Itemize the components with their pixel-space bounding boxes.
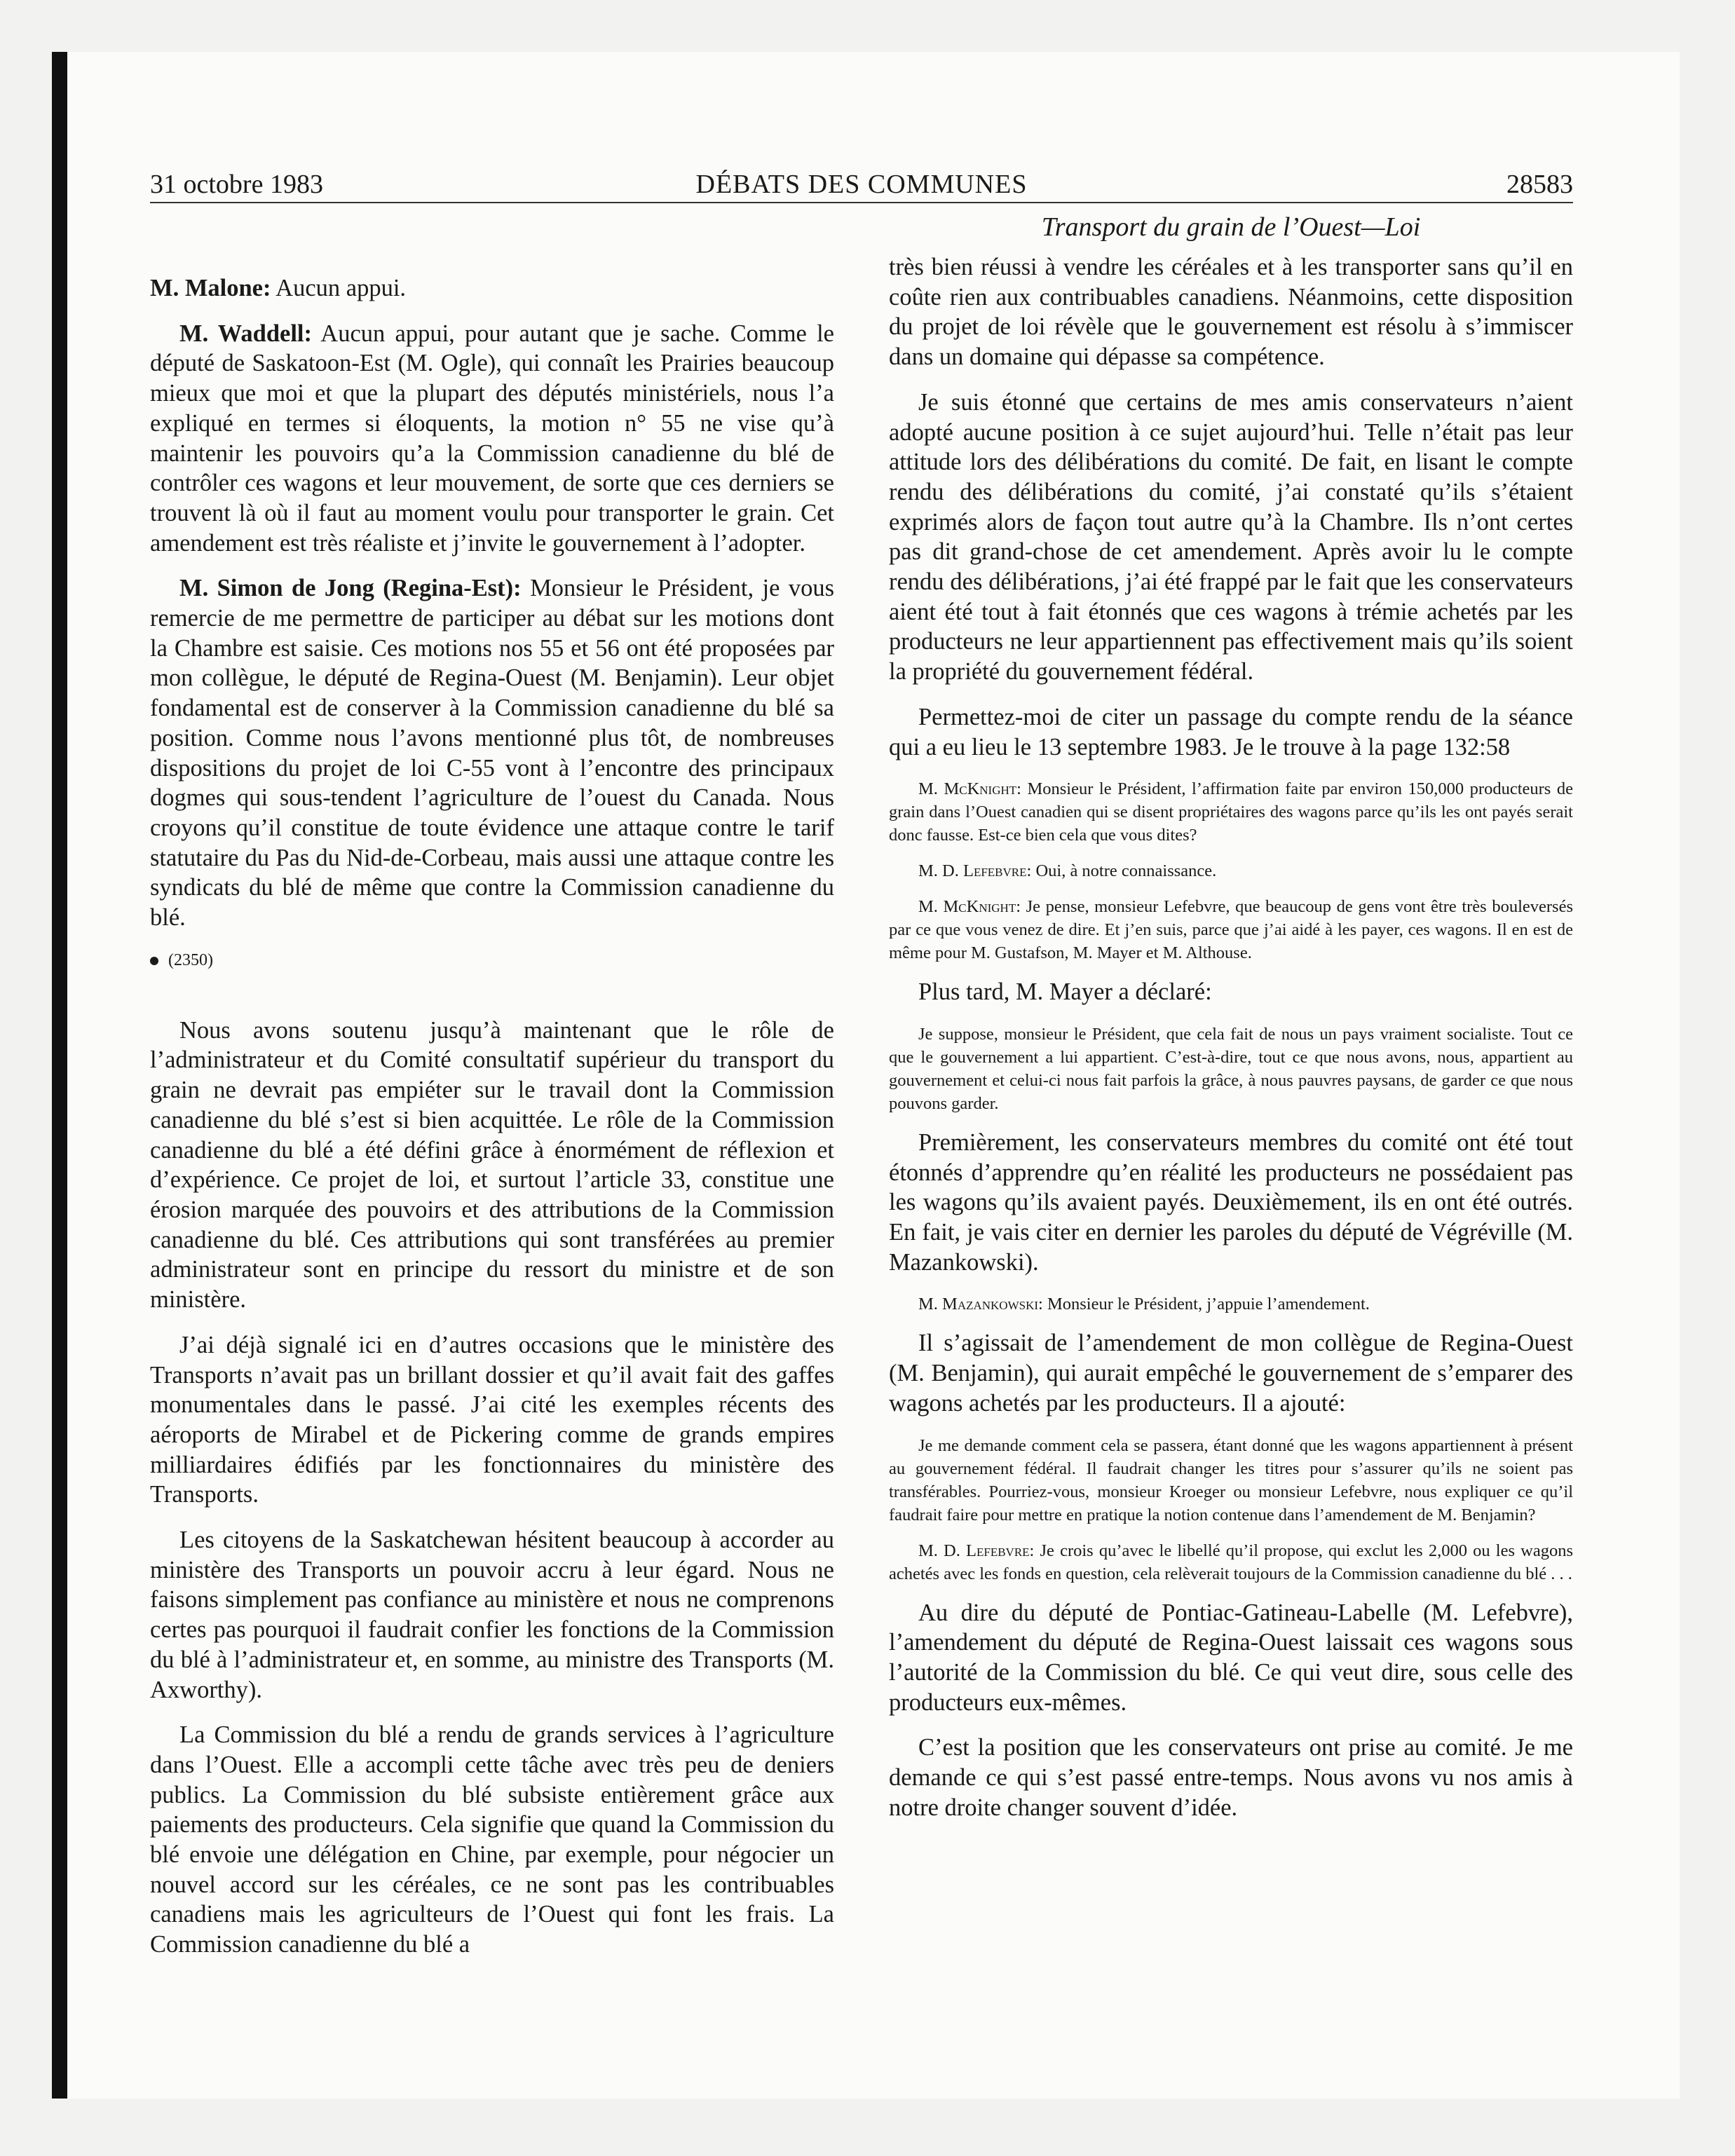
paragraph: [150, 273, 834, 303]
quotation: [889, 1539, 1573, 1585]
paragraph: La Commission du blé a rendu de grands services à l’agriculture dans l’Ouest. Elle a accompli cette tâche avec très peu de deniers publics. La Commission du blé subsiste entièrement grâce aux paiements des producteurs. Cela signifie que quand la Commission du blé envoie une délégation en Chine, par exemple, pour négocier un nouvel accord sur les céréales, ce ne sont pas les contribuables canadiens mais les agriculteurs de l’Ouest qui font les frais. La Commission canadienne du blé a: [150, 1721, 834, 1958]
paragraph: Premièrement, les conservateurs membres du comité ont été tout étonnés d’apprendre qu’en réalité les producteurs ne possédaient pas les wagons qu’ils avaient payés. Deuxièmement, ils en ont été outrés. En fait, je vais citer en dernier les paroles du député de Végréville (M. Mazankowski).: [889, 1128, 1573, 1276]
scan-edge: [52, 52, 67, 2099]
bullet-icon: [150, 957, 158, 965]
running-head: Transport du grain de l’Ouest—Loi: [1041, 212, 1421, 242]
paragraph: C’est la position que les conservateurs ont prise au comité. Je me demande ce qui s’est passé entre-temps. Nous avons vu nos amis à notre droite changer souvent d’idée.: [889, 1734, 1573, 1821]
paragraph: Les citoyens de la Saskatchewan hésitent beaucoup à accorder au ministère des Transports un pouvoir accru à leur égard. Nous ne faisons simplement pas confiance au ministère et nous ne comprenons certes pas pourquoi il faudrait confier les fonctions de la Commission du blé à l’administrateur et, en somme, au ministre des Transports (M. Axworthy).: [150, 1527, 834, 1703]
speaker-name: M. Malone:: [150, 275, 271, 301]
header-journal-title: DÉBATS DES COMMUNES: [695, 170, 1028, 199]
quote-text: Monsieur le Président, j’appuie l’amendement.: [1042, 1295, 1370, 1314]
speech-text: Monsieur le Président, je vous remercie de me permettre de participer au débat sur les motions dont la Chambre est saisie. Ces motions nos 55 et 56 ont été proposées par mon collègue, le député de Regina-Ouest (M. Benjamin). Leur objet fondamental est de conserver à la Commission canadienne du blé sa position. Comme nous l’avons mentionné plus tôt, de nombreuses dispositions du projet de loi C-55 vont à l’encontre des principaux dogmes qui sous-tendent l’agriculture de l’ouest du Canada. Nous croyons qu’il constitue de toute évidence une attaque contre le tarif statutaire du Pas du Nid-de-Corbeau, mais aussi une attaque contre les syndicats du blé de même que contre la Commission canadienne du blé.: [150, 575, 834, 932]
paragraph: Je suis étonné que certains de mes amis conservateurs n’aient adopté aucune position à ce sujet aujourd’hui. Telle n’était pas leur attitude lors des délibérations du comité. De fait, en lisant le compte rendu des délibérations du comité, j’ai constaté qu’ils s’étaient exprimés alors de façon tout autre qu’à la Chambre. Ils n’ont certes pas dit grand-chose de cet amendement. Après avoir lu le compte rendu des délibérations, j’ai été frappé par le fait que les conservateurs aient été tout à fait étonnés que ces wagons à trémie achetés par les producteurs ne leur appartiennent pas effectivement mais qu’ils soient la propriété du gouvernement fédéral.: [889, 388, 1573, 685]
speech-text: Aucun appui.: [271, 275, 407, 301]
paragraph: Nous avons soutenu jusqu’à maintenant que le rôle de l’administrateur et du Comité consultatif supérieur du transport du grain ne devrait pas empiéter sur le travail dont la Commission canadienne du blé s’est si bien acquittée. Le rôle de la Commission canadienne du blé a été défini grâce à énormément de réflexion et d’expérience. Ce projet de loi, et surtout l’article 33, constitue une érosion marquée des pouvoirs et des attributions de la Commission canadienne du blé. Ces attributions qui sont transférées au premier administrateur sont en principe du ressort du ministre et de son ministère.: [150, 1016, 834, 1314]
speaker-name: M. McKnight:: [918, 897, 1021, 917]
quotation: [889, 1292, 1573, 1316]
quote-text: Monsieur le Président, l’affirmation faite par environ 150,000 producteurs de grain dans l’Ouest canadien qui se disent propriétaires des wagons parce qu’ils les ont payés serait donc fausse. Est-ce bien cela que vous dites?: [889, 779, 1573, 845]
quote-text: Je crois qu’avec le libellé qu’il propose, qui exclut les 2,000 ou les wagons achetés avec les fonds en question, cela relèverait toujours de la Commission canadienne du blé . . .: [889, 1541, 1574, 1583]
paragraph: J’ai déjà signalé ici en d’autres occasions que le ministère des Transports n’avait pas un brillant dossier et qu’il avait fait des gaffes monumentales dans le passé. J’ai cité les exemples récents des aéroports de Mirabel et de Pickering comme de grands empires milliardaires édifiés par les fonctionnaires du ministère des Transports.: [150, 1331, 834, 1508]
speaker-name: M. D. Lefebvre:: [918, 861, 1032, 881]
speaker-name: M. D. Lefebvre:: [918, 1541, 1035, 1560]
paragraph: [150, 319, 834, 559]
quote-text: Je pense, monsieur Lefebvre, que beaucoup de gens vont être très bouleversés par ce que vous venez de dire. Et j’en suis, parce que j’ai aidé à les payer, ces wagons. Il en est de même pour M. Gustafson, M. Mayer et M. Althouse.: [889, 897, 1573, 963]
paragraph: très bien réussi à vendre les céréales et à les transporter sans qu’il en coûte rien aux contribuables canadiens. Néanmoins, cette disposition du projet de loi révèle que le gouvernement est résolu à s’immiscer dans un domaine qui dépasse sa compétence.: [889, 254, 1573, 371]
paragraph: [150, 573, 834, 932]
paragraph: Au dire du député de Pontiac-Gatineau-Labelle (M. Lefebvre), l’amendement du député de Regina-Ouest laissait ces wagons sous l’autorité de la Commission du blé. Ce qui veut dire, sous celle des producteurs eux-mêmes.: [889, 1599, 1573, 1716]
quotation: Je me demande comment cela se passera, étant donné que les wagons appartiennent à présent au gouvernement fédéral. Il faudrait changer les titres pour s’assurer qu’ils ne soient pas transférables. Pourriez-vous, monsieur Kroeger ou monsieur Lefebvre, nous expliquer ce qu’il faudrait faire pour mettre en pratique la notion contenue dans l’amendement de M. Benjamin?: [889, 1435, 1573, 1524]
time-marker-text: (2350): [168, 950, 213, 969]
paragraph: Permettez-moi de citer un passage du compte rendu de la séance qui a eu lieu le 13 septembre 1983. Je le trouve à la page 132:58: [889, 703, 1573, 760]
right-column: [889, 252, 1573, 1838]
time-marker: [150, 950, 834, 971]
page-header: [150, 167, 1573, 203]
speaker-name: M. Mazankowski:: [918, 1295, 1043, 1314]
paragraph: Plus tard, M. Mayer a déclaré:: [918, 978, 1212, 1006]
left-column: [150, 252, 834, 1975]
header-date: 31 octobre 1983: [150, 170, 323, 199]
quotation: [889, 859, 1573, 882]
speaker-name: M. Waddell:: [179, 320, 312, 347]
speaker-name: M. Simon de Jong (Regina-Est):: [179, 575, 522, 602]
speech-text: Aucun appui, pour autant que je sache. Comme le député de Saskatoon-Est (M. Ogle), qui connaît les Prairies beaucoup mieux que moi et que la plupart des députés ministériels, nous l’a expliqué en termes si éloquents, la motion n° 55 ne vise qu’à maintenir les pouvoirs qu’a la Commission canadienne du blé de contrôler ces wagons et leur mouvement, de sorte que ces derniers se trouvent là où il faut au moment voulu pour transporter le grain. Cet amendement est très réaliste et j’invite le gouvernement à l’adopter.: [150, 320, 834, 557]
quotation: [889, 777, 1573, 847]
speaker-name: M. McKnight:: [918, 779, 1021, 799]
header-page-number: 28583: [1506, 170, 1573, 199]
quote-text: Oui, à notre connaissance.: [1031, 861, 1217, 881]
quotation: Je suppose, monsieur le Président, que cela fait de nous un pays vraiment socialiste. Tout ce que le gouvernement a lui appartient. C’est-à-dire, tout ce que nous avons, nous, appartient au gouvernement et celui-ci nous fait parfois la grâce, à nous pauvres paysans, de garder ce que nous pouvons garder.: [889, 1024, 1573, 1113]
quotation: [889, 895, 1573, 964]
paragraph: Il s’agissait de l’amendement de mon collègue de Regina-Ouest (M. Benjamin), qui aurait empêché le gouvernement de s’emparer des wagons achetés par les producteurs. Il a ajouté:: [889, 1330, 1573, 1417]
